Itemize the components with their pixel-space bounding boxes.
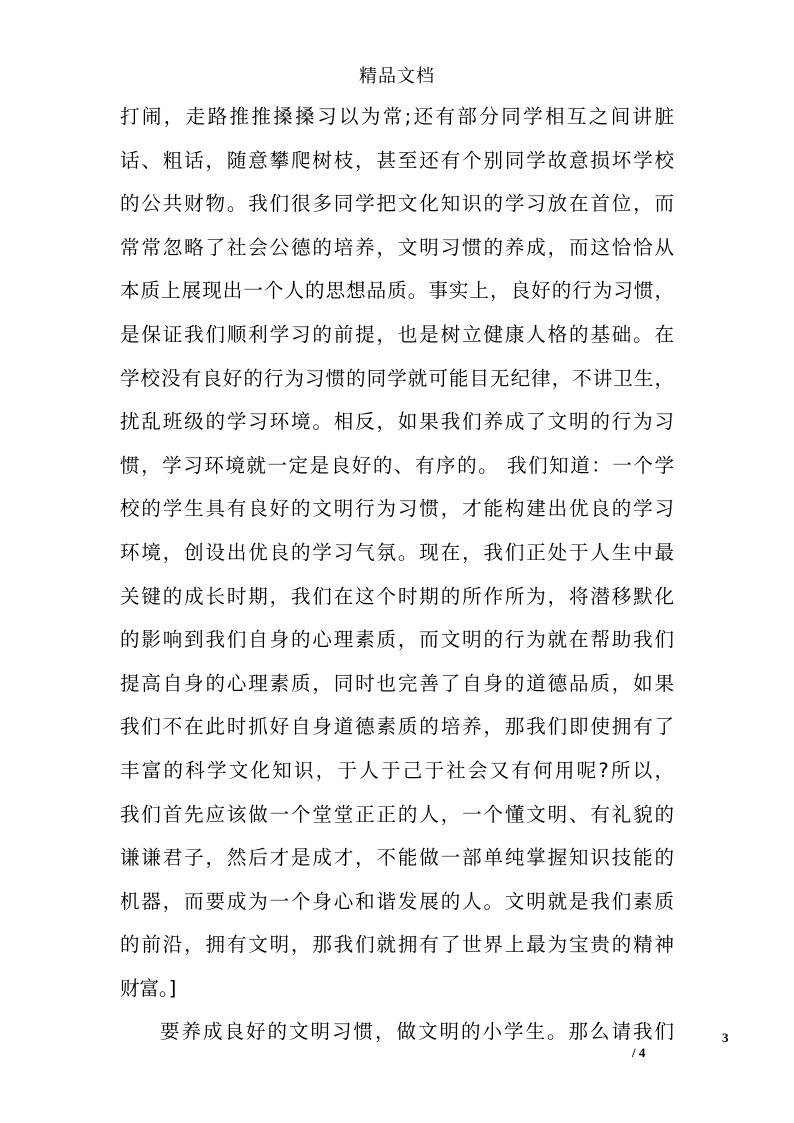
text-line: 的公共财物。我们很多同学把文化知识的学习放在首位，而	[120, 192, 674, 216]
text-line: 丰富的科学文化知识，于人于己于社会又有何用呢?所以，	[120, 758, 674, 782]
text-line: 提高自身的心理素质，同时也完善了自身的道德品质，如果	[120, 671, 674, 695]
document-body	[120, 95, 674, 1054]
text-line: 扰乱班级的学习环境。相反，如果我们养成了文明的行为习	[120, 410, 674, 434]
document-header-title: 精品文档	[359, 66, 435, 87]
text-line: 话、粗话，随意攀爬树枝，甚至还有个别同学故意损坏学校	[120, 148, 674, 172]
text-line: 谦谦君子，然后才是成才，不能做一部单纯掌握知识技能的	[120, 846, 674, 870]
text-line: 打闹，走路推推搡搡习以为常;还有部分同学相互之间讲脏	[120, 105, 674, 128]
text-line: 我们首先应该做一个堂堂正正的人，一个懂文明、有礼貌的	[120, 802, 674, 826]
paragraph-first-line: 要养成良好的文明习惯，做文明的小学生。那么请我们	[160, 1020, 674, 1044]
text-line: 环境，创设出优良的学习气氛。现在，我们正处于人生中最	[120, 540, 674, 564]
text-line: 机器，而要成为一个身心和谐发展的人。文明就是我们素质	[120, 889, 674, 913]
text-line: 校的学生具有良好的文明行为习惯，才能构建出优良的学习	[120, 497, 674, 521]
text-line: 关键的成长时期，我们在这个时期的所作所为，将潜移默化	[120, 584, 674, 608]
text-line: 的影响到我们自身的心理素质，而文明的行为就在帮助我们	[120, 628, 674, 652]
text-line: 我们不在此时抓好自身道德素质的培养，那我们即使拥有了	[120, 715, 674, 739]
text-line: 惯，学习环境就一定是良好的、有序的。 我们知道：一个学	[120, 453, 674, 477]
text-line: 是保证我们顺利学习的前提，也是树立健康人格的基础。在	[120, 322, 674, 346]
text-line: 本质上展现出一个人的思想品质。事实上，良好的行为习惯，	[120, 279, 674, 303]
text-line: 常常忽略了社会公德的培养，文明习惯的养成，而这恰恰从	[120, 235, 674, 259]
page-number: 3	[722, 1030, 729, 1045]
text-line: 财富。]	[120, 976, 177, 1000]
page-total: / 4	[632, 1045, 646, 1060]
text-line: 学校没有良好的行为习惯的同学就可能目无纪律，不讲卫生，	[120, 366, 674, 390]
text-line: 的前沿，拥有文明，那我们就拥有了世界上最为宝贵的精神	[120, 933, 674, 957]
